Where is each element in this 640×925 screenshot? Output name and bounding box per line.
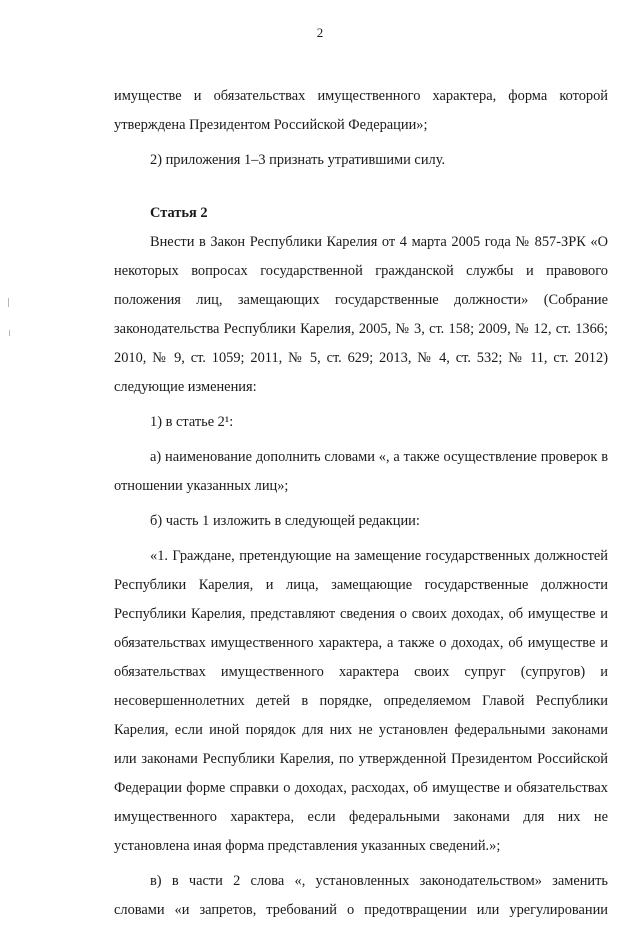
paragraph-continuation: имуществе и обязательствах имущественного характера, форма которой утверждена Президентом Российской Федерации»;	[114, 88, 608, 133]
paragraph-item-b: б) часть 1 изложить в следующей редакции:	[150, 513, 420, 529]
scan-mark	[8, 298, 9, 307]
paragraph-quoted-part-1: «1. Граждане, претендующие на замещение государственных должностей Республики Карелия, и лица, замещающие государственные должности Республики Карелия, представляют сведения о своих доходах, об имуществе и обязательствах имущественного характера, а также о доходах, об имуществе и обязательствах имущественного характера своих супруг (супругов) и несовершеннолетних детей в порядке, определяемом Главой Республики Карелия, если иной порядок для них не установлен федеральными законами или законами Республики Карелия, по утвержденной Президентом Российской Федерации форме справки о доходах, расходах, об имуществе и обязательствах имущественного характера, если федеральными законами для них не установлена иная форма представления указанных сведений.»;	[114, 548, 608, 854]
paragraph-item-2: 2) приложения 1–3 признать утратившими силу.	[150, 152, 446, 168]
paragraph-item-a: а) наименование дополнить словами «, а также осуществление проверок в отношении указанных лиц»;	[114, 449, 608, 494]
scan-mark	[9, 330, 10, 336]
paragraph-amendment-intro: Внести в Закон Республики Карелия от 4 марта 2005 года № 857-ЗРК «О некоторых вопросах государственной гражданской службы и правового положения лиц, замещающих государственные должности» (Собрание законодательства Республики Карелия, 2005, № 3, ст. 158; 2009, № 12, ст. 1366; 2010, № 9, ст. 1059; 2011, № 5, ст. 629; 2013, № 4, ст. 532; № 11, ст. 2012) следующие изменения:	[114, 234, 608, 395]
page-number: 2	[316, 25, 324, 40]
article-heading: Статья 2	[150, 205, 208, 221]
document-body	[114, 82, 608, 925]
paragraph-item-1: 1) в статье 2¹:	[150, 414, 234, 430]
paragraph-item-v: в) в части 2 слова «, установленных законодательством» заменить словами «и запретов, требований о предотвращении или урегулировании	[114, 873, 608, 918]
